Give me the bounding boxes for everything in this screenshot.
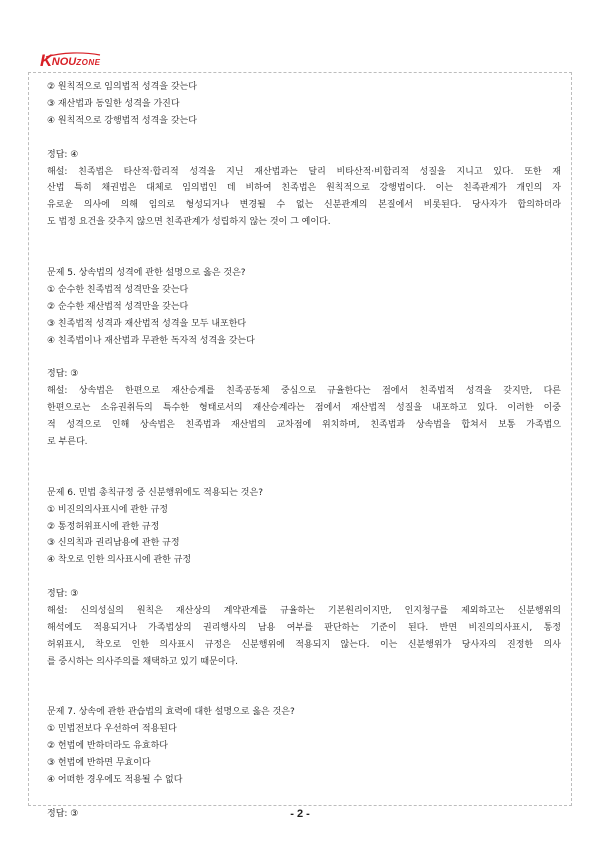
correct-answer: 정답: ③ bbox=[47, 369, 79, 380]
question-title: 문제 6. 민법 총칙규정 중 신분행위에도 적용되는 것은? bbox=[47, 487, 263, 498]
explanation-paragraph bbox=[47, 164, 561, 232]
knouzone-logo bbox=[40, 49, 100, 69]
answer-option: ③ 헌법에 반하면 무효이다 bbox=[47, 758, 151, 769]
logo-nou: NOU bbox=[51, 56, 77, 68]
answer-option: ③ 신의칙과 권리남용에 관한 규정 bbox=[47, 538, 180, 549]
explanation-line: 적 성격으로 인해 상속법은 친족법과 재산법의 교차점에 위치하며, 친족법과 상속법을 합쳐서 보통 가족법으 bbox=[47, 420, 561, 431]
correct-answer: 정답: ③ bbox=[47, 808, 79, 819]
correct-answer: 정답: ④ bbox=[47, 149, 79, 160]
explanation-line: 허위표시, 착오로 인한 의사표시 규정은 신분행위에 적용되지 않는다. 이는 신분행위가 당사자의 진정한 의사 bbox=[47, 639, 561, 650]
spacer bbox=[47, 451, 561, 485]
page-content bbox=[47, 79, 561, 823]
answer-option: ④ 착오로 인한 의사표시에 관한 규정 bbox=[47, 555, 192, 566]
spacer bbox=[47, 671, 561, 705]
correct-answer: 정답: ③ bbox=[47, 589, 79, 600]
explanation-line: 로 부른다. bbox=[47, 436, 88, 447]
answer-option: ② 원칙적으로 임의법적 성격을 갖는다 bbox=[47, 82, 197, 92]
answer-option: ① 민법전보다 우선하여 적용된다 bbox=[47, 724, 177, 735]
logo-swoosh-icon bbox=[42, 51, 102, 69]
answer-option: ① 순수한 친족법적 성격만을 갖는다 bbox=[47, 284, 189, 295]
answer-option: ④ 친족법이나 재산법과 무관한 독자적 성격을 갖는다 bbox=[47, 335, 255, 346]
explanation-paragraph bbox=[47, 603, 561, 671]
explanation-line: 유로운 의사에 의해 임의로 형성되거나 변경될 수 없는 신분관계의 본질에서 비롯된다. 당사자가 합의하더라 bbox=[47, 200, 561, 211]
explanation-line: 해설: 신의성실의 원칙은 재산상의 계약관계를 규율하는 기본원리이지만, 인지청구를 제외하고는 신분행위의 bbox=[47, 606, 561, 617]
spacer bbox=[47, 789, 561, 806]
question-title: 문제 5. 상속법의 성격에 관한 설명으로 옳은 것은? bbox=[47, 267, 246, 278]
answer-option: ④ 원칙적으로 강행법적 성격을 갖는다 bbox=[47, 115, 197, 126]
answer-option: ③ 친족법적 성격과 재산법적 성격을 모두 내포한다 bbox=[47, 318, 247, 329]
explanation-line: 산법 특히 채권법은 대체로 임의법인 데 비하여 친족법은 원칙적으로 강행법이다. 이는 친족관계가 개인의 자 bbox=[47, 183, 561, 194]
question-title: 문제 7. 상속에 관한 관습법의 효력에 대한 설명으로 옳은 것은? bbox=[47, 707, 295, 718]
spacer bbox=[47, 349, 561, 366]
answer-option: ② 순수한 재산법적 성격만을 갖는다 bbox=[47, 301, 189, 312]
explanation-line: 해설: 상속법은 한편으로 재산승계를 친족공동체 중심으로 규율한다는 점에서 친족법적 성격을 갖지만, 다른 bbox=[47, 386, 561, 397]
logo-letter-k: K bbox=[40, 51, 52, 70]
spacer bbox=[47, 569, 561, 586]
explanation-line: 해석에도 적용되거나 가족법상의 권리행사의 남용 여부를 판단하는 기준이 된다. 반면 비진의의사표시, 통정 bbox=[47, 622, 561, 633]
explanation-line: 도 법정 요건을 갖추지 않으면 친족관계가 성립하지 않는 것이 그 예이다. bbox=[47, 217, 331, 228]
explanation-paragraph bbox=[47, 383, 561, 451]
explanation-line: 를 중시하는 의사주의를 채택하고 있기 때문이다. bbox=[47, 656, 239, 667]
answer-option: ③ 재산법과 동일한 성격을 가진다 bbox=[47, 98, 180, 109]
page-number: - 2 - bbox=[290, 808, 310, 820]
answer-option: ④ 어떠한 경우에도 적용될 수 없다 bbox=[47, 775, 183, 786]
spacer bbox=[47, 130, 561, 147]
explanation-line: 해설: 친족법은 타산적·합리적 성격을 지닌 재산법과는 달리 비타산적·비합리적 성질을 지니고 있다. 또한 재 bbox=[47, 166, 561, 177]
answer-option: ② 통정허위표시에 관한 규정 bbox=[47, 521, 160, 532]
logo-zone: ZONE bbox=[76, 58, 101, 67]
answer-option: ② 헌법에 반하더라도 유효하다 bbox=[47, 741, 168, 752]
answer-option: ① 비진의의사표시에 관한 규정 bbox=[47, 504, 168, 515]
explanation-line: 한편으로는 소유권취득의 특수한 형태로서의 재산승계라는 점에서 재산법적 성질을 내포하고 있다. 이러한 이중 bbox=[47, 403, 561, 414]
spacer bbox=[47, 231, 561, 265]
